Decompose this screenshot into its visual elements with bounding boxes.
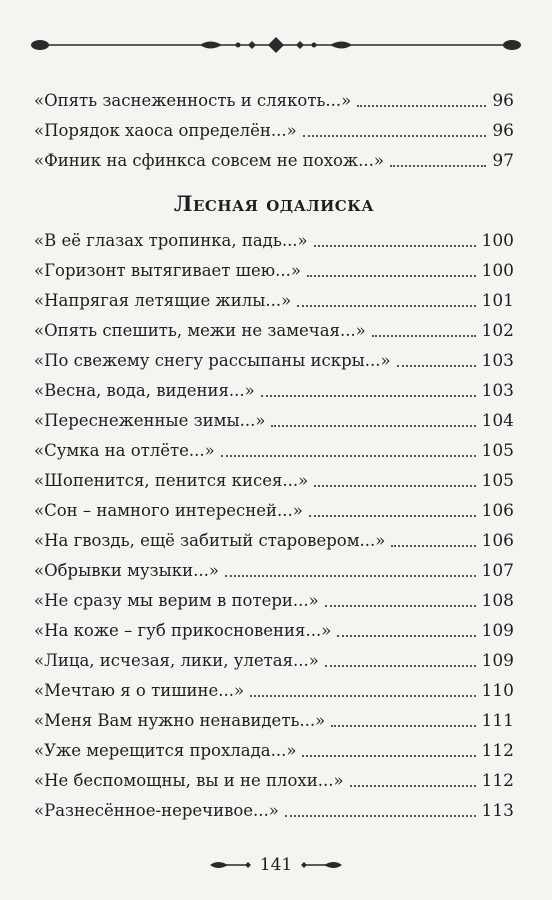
- toc-entry: [34, 376, 514, 406]
- toc-entry: [34, 226, 514, 256]
- toc-entry-page: 106: [481, 531, 514, 551]
- dot-leader: [372, 334, 476, 337]
- dot-leader: [303, 134, 487, 137]
- toc-list-top: [34, 86, 514, 176]
- toc-entry-page: 106: [481, 501, 514, 521]
- dot-leader: [250, 694, 475, 697]
- toc-entry-title: «Не беспомощны, вы и не плохи...»: [34, 771, 344, 790]
- dot-leader: [391, 544, 475, 547]
- toc-entry-title: «Опять заснеженность и слякоть...»: [34, 91, 352, 110]
- dot-leader: [271, 424, 475, 427]
- toc-entry-title: «Мечтаю я о тишине...»: [34, 681, 245, 700]
- toc-entry-title: «Порядок хаоса определён...»: [34, 121, 297, 140]
- toc-entry-page: 100: [481, 261, 514, 281]
- toc-entry: [34, 736, 514, 766]
- toc-entry-page: 105: [481, 441, 514, 461]
- toc-entry: [34, 466, 514, 496]
- header-ornament: [0, 30, 552, 60]
- section-heading: Лесная одалиска: [173, 191, 375, 216]
- toc-entry-title: «Горизонт вытягивает шею...»: [34, 261, 301, 280]
- toc-entry-title: «Напрягая летящие жилы...»: [34, 291, 292, 310]
- toc-entry-page: 111: [481, 711, 514, 731]
- toc-entry-title: «Разнесённое-неречивое...»: [34, 801, 279, 820]
- toc-entry: [34, 526, 514, 556]
- toc-entry-title: «Сон – намного интересней...»: [34, 501, 303, 520]
- toc-entry: [34, 646, 514, 676]
- toc-entry-title: «Не сразу мы верим в потери...»: [34, 591, 319, 610]
- toc-entry-title: «Лица, исчезая, лики, улетая...»: [34, 651, 319, 670]
- toc-entry-page: 104: [481, 411, 514, 431]
- dot-leader: [314, 244, 476, 247]
- toc-entry: [34, 406, 514, 436]
- toc-entry: [34, 586, 514, 616]
- dot-leader: [302, 754, 475, 757]
- dot-leader: [261, 394, 476, 397]
- toc-entry-page: 96: [492, 91, 514, 111]
- toc-entry: [34, 796, 514, 826]
- dot-leader: [221, 454, 476, 457]
- toc-entry-page: 103: [481, 381, 514, 401]
- toc-entry: [34, 346, 514, 376]
- toc-entry-page: 102: [481, 321, 514, 341]
- toc-entry-title: «Опять спешить, межи не замечая...»: [34, 321, 366, 340]
- dot-leader: [390, 164, 486, 167]
- toc-entry-title: «Сумка на отлёте...»: [34, 441, 215, 460]
- dot-leader: [350, 784, 476, 787]
- dot-leader: [337, 634, 475, 637]
- dot-leader: [225, 574, 476, 577]
- toc-entry-page: 107: [481, 561, 514, 581]
- toc-entry-page: 109: [481, 651, 514, 671]
- toc-entry-title: «Меня Вам нужно ненавидеть...»: [34, 711, 326, 730]
- footer-ornament-left: [208, 858, 252, 872]
- toc-entry: [34, 286, 514, 316]
- dot-leader: [309, 514, 476, 517]
- toc-entry-page: 105: [481, 471, 514, 491]
- toc-entry-title: «Переснеженные зимы...»: [34, 411, 266, 430]
- toc-entry-page: 97: [492, 151, 514, 171]
- page-number: 141: [259, 855, 293, 875]
- toc-entry-page: 100: [481, 231, 514, 251]
- toc-entry: [34, 676, 514, 706]
- toc-entry: [34, 116, 514, 146]
- dot-leader: [297, 304, 475, 307]
- dot-leader: [285, 814, 476, 817]
- dot-leader: [325, 664, 476, 667]
- toc-entry: [34, 256, 514, 286]
- toc-list-section: [34, 226, 514, 826]
- toc-entry: [34, 146, 514, 176]
- toc-entry: [34, 556, 514, 586]
- toc-entry: [34, 496, 514, 526]
- toc-entry: [34, 316, 514, 346]
- toc-entry: [34, 706, 514, 736]
- dot-leader: [331, 724, 475, 727]
- toc-entry: [34, 766, 514, 796]
- toc-entry-page: 96: [492, 121, 514, 141]
- dot-leader: [314, 484, 475, 487]
- dot-leader: [325, 604, 476, 607]
- toc-entry-title: «По свежему снегу рассыпаны искры...»: [34, 351, 391, 370]
- dot-leader: [397, 364, 476, 367]
- toc-entry-title: «Шопенится, пенится кисея...»: [34, 471, 309, 490]
- toc-entry: [34, 86, 514, 116]
- dot-leader: [357, 104, 486, 107]
- toc-entry-title: «Уже мерещится прохлада...»: [34, 741, 297, 760]
- dot-leader: [307, 274, 476, 277]
- page-footer: [0, 850, 552, 880]
- toc-entry-title: «На коже – губ прикосновения...»: [34, 621, 332, 640]
- toc-entry: [34, 616, 514, 646]
- toc-entry-page: 112: [481, 741, 514, 761]
- toc-entry-page: 101: [481, 291, 514, 311]
- table-of-contents: [34, 86, 514, 826]
- toc-entry-page: 110: [481, 681, 514, 701]
- toc-entry: [34, 436, 514, 466]
- toc-entry-title: «В её глазах тропинка, падь...»: [34, 231, 308, 250]
- toc-entry-title: «Финик на сфинкса совсем не похож...»: [34, 151, 384, 170]
- footer-ornament-right: [300, 858, 344, 872]
- toc-entry-title: «Обрывки музыки...»: [34, 561, 219, 580]
- toc-entry-page: 109: [481, 621, 514, 641]
- toc-entry-title: «На гвоздь, ещё забитый старовером...»: [34, 531, 386, 550]
- toc-entry-title: «Весна, вода, видения...»: [34, 381, 255, 400]
- toc-entry-page: 112: [481, 771, 514, 791]
- toc-entry-page: 103: [481, 351, 514, 371]
- toc-entry-page: 108: [481, 591, 514, 611]
- toc-entry-page: 113: [481, 801, 514, 821]
